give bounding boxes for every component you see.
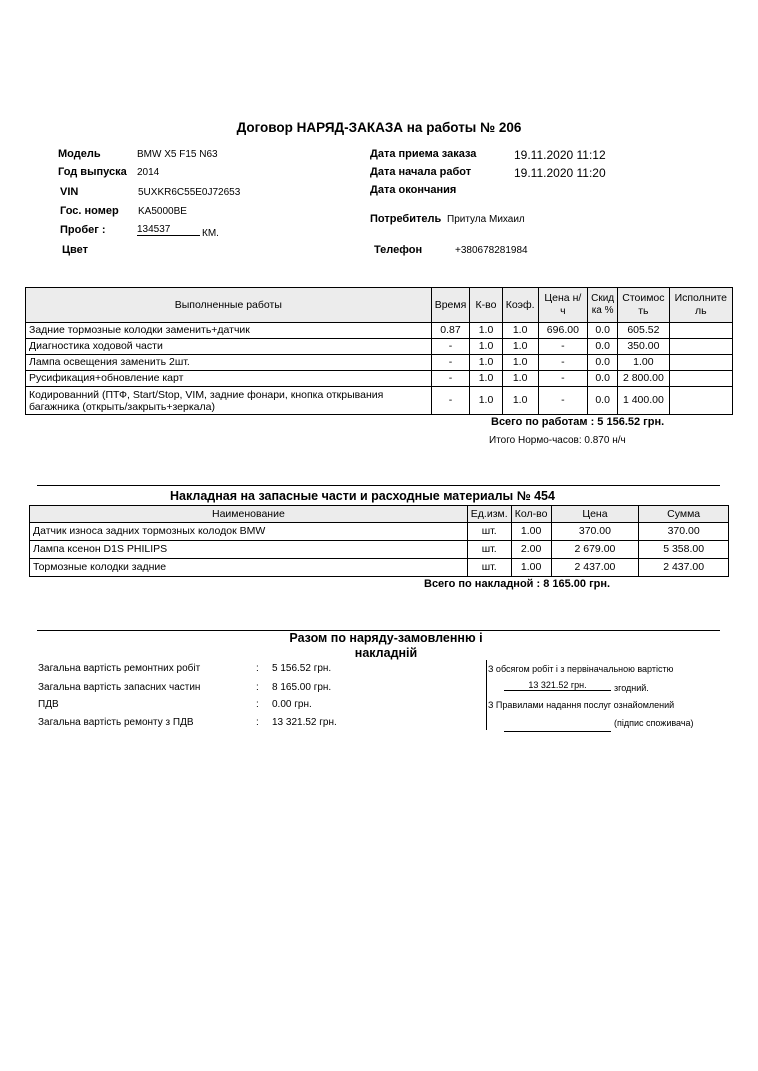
work-discount: 0.0 [588, 339, 618, 355]
summary-vat-value: 0.00 грн. [272, 699, 312, 710]
phone-label: Телефон [374, 244, 423, 256]
part-unit: шт. [467, 541, 511, 559]
plate-value: KA5000BE [138, 206, 187, 217]
part-unit: шт. [467, 523, 511, 541]
work-coef: 1.0 [502, 387, 538, 415]
part-price: 2 437.00 [551, 559, 639, 577]
work-qty: 1.0 [470, 371, 502, 387]
summary-title-line1: Разом по наряду-замовленню і [289, 631, 483, 645]
work-price: 696.00 [538, 323, 587, 339]
table-row [26, 323, 733, 339]
summary-vat-label: ПДВ [38, 699, 59, 710]
work-cost: 605.52 [618, 323, 669, 339]
part-name: Тормозные колодки задние [30, 559, 468, 577]
work-price: - [538, 371, 587, 387]
work-name: Задние тормозные колодки заменить+датчик [26, 323, 432, 339]
customer-label: Потребитель [370, 213, 442, 225]
mileage-unit: КМ. [202, 228, 219, 239]
mileage-label: Пробег : [60, 224, 106, 236]
year-value: 2014 [137, 167, 160, 178]
plate-label: Гос. номер [60, 205, 119, 217]
date-received-label: Дата приема заказа [370, 148, 477, 160]
table-row [26, 371, 733, 387]
summary-works-label: Загальна вартість ремонтних робіт [38, 663, 201, 674]
works-header-executor: Исполните ль [669, 288, 732, 323]
phone-value: +380678281984 [455, 245, 528, 256]
work-time: - [431, 387, 470, 415]
model-value: BMW X5 F15 N63 [137, 149, 218, 160]
work-cost: 1 400.00 [618, 387, 669, 415]
summary-title-line2: накладній [354, 646, 418, 660]
work-name: Диагностика ходовой части [26, 339, 432, 355]
summary-total-value: 13 321.52 грн. [272, 717, 337, 728]
year-label: Год выпуска [58, 166, 127, 178]
work-cost: 1.00 [618, 355, 669, 371]
parts-header-sum: Сумма [639, 506, 729, 523]
works-header-price: Цена н/ч [538, 288, 587, 323]
work-time: - [431, 339, 470, 355]
table-row [30, 559, 729, 577]
part-qty: 2.00 [511, 541, 551, 559]
color-label: Цвет [62, 244, 89, 256]
work-qty: 1.0 [470, 355, 502, 371]
summary-vat-sep: : [256, 699, 259, 710]
summary-parts-sep: : [256, 682, 259, 693]
norm-hours-total: Итого Нормо-часов: 0.870 н/ч [489, 435, 626, 446]
model-label: Модель [58, 148, 101, 160]
works-header-cost: Стоимос ть [618, 288, 669, 323]
table-row [30, 541, 729, 559]
date-start-label: Дата начала работ [370, 166, 472, 178]
works-header-qty: К-во [470, 288, 502, 323]
part-sum: 5 358.00 [639, 541, 729, 559]
work-price: - [538, 387, 587, 415]
rules-text: З Правилами надання послуг ознайомлений [488, 700, 675, 710]
work-executor [669, 339, 732, 355]
part-name: Лампа ксенон D1S PHILIPS [30, 541, 468, 559]
works-header-discount: Скид ка % [588, 288, 618, 323]
work-executor [669, 387, 732, 415]
parts-title: Накладная на запасные части и расходные материалы № 454 [170, 489, 555, 503]
work-qty: 1.0 [470, 339, 502, 355]
works-header-name: Выполненные работы [26, 288, 432, 323]
document-title: Договор НАРЯД-ЗАКАЗА на работы № 206 [236, 120, 522, 135]
parts-header-name: Наименование [30, 506, 468, 523]
date-start-value: 19.11.2020 11:20 [514, 166, 606, 180]
summary-total-sep: : [256, 717, 259, 728]
consent-suffix: згодний. [614, 683, 649, 693]
customer-value: Притула Михаил [447, 214, 525, 225]
work-cost: 2 800.00 [618, 371, 669, 387]
work-name: Лампа освещения заменить 2шт. [26, 355, 432, 371]
signature-line [504, 731, 611, 732]
work-cost: 350.00 [618, 339, 669, 355]
work-executor [669, 355, 732, 371]
works-header-row [26, 288, 733, 323]
parts-total: Всего по накладной : 8 165.00 грн. [424, 578, 611, 590]
work-qty: 1.0 [470, 323, 502, 339]
date-end-label: Дата окончания [370, 184, 457, 196]
works-table [25, 287, 733, 415]
work-discount: 0.0 [588, 371, 618, 387]
summary-parts-label: Загальна вартість запасних частин [38, 682, 201, 693]
works-header-time: Время [431, 288, 470, 323]
work-executor [669, 323, 732, 339]
table-row [30, 523, 729, 541]
date-received-value: 19.11.2020 11:12 [514, 148, 606, 162]
parts-header-price: Цена [551, 506, 639, 523]
part-qty: 1.00 [511, 523, 551, 541]
vin-value: 5UXKR6C55E0J72653 [138, 187, 241, 198]
work-price: - [538, 339, 587, 355]
part-price: 370.00 [551, 523, 639, 541]
consent-text: З обсягом робіт і з первіначальною вартістю [488, 664, 674, 674]
parts-header-qty: Кол-во [511, 506, 551, 523]
consent-divider [486, 660, 487, 730]
work-time: - [431, 355, 470, 371]
table-row [26, 387, 733, 415]
work-name: Кодированний (ПТФ, Start/Stop, VIM, задние фонари, кнопка открывания багажника (открыть/закрыть+зеркала) [26, 387, 432, 415]
work-coef: 1.0 [502, 323, 538, 339]
parts-header-unit: Ед.изм. [467, 506, 511, 523]
work-name: Русификация+обновление карт [26, 371, 432, 387]
summary-works-value: 5 156.52 грн. [272, 663, 332, 674]
work-price: - [538, 355, 587, 371]
mileage-value: 134537 [137, 224, 200, 236]
signature-caption: (підпис споживача) [614, 718, 694, 728]
summary-total-label: Загальна вартість ремонту з ПДВ [38, 717, 194, 728]
part-sum: 2 437.00 [639, 559, 729, 577]
work-coef: 1.0 [502, 339, 538, 355]
works-total: Всего по работам : 5 156.52 грн. [491, 416, 665, 428]
work-coef: 1.0 [502, 355, 538, 371]
part-unit: шт. [467, 559, 511, 577]
summary-works-sep: : [256, 663, 259, 674]
work-discount: 0.0 [588, 387, 618, 415]
work-discount: 0.0 [588, 323, 618, 339]
parts-divider [37, 485, 720, 486]
parts-table [29, 505, 729, 577]
work-discount: 0.0 [588, 355, 618, 371]
vin-label: VIN [60, 186, 79, 198]
parts-header-row [30, 506, 729, 523]
work-qty: 1.0 [470, 387, 502, 415]
consent-amount: 13 321.52 грн. [504, 680, 611, 691]
summary-parts-value: 8 165.00 грн. [272, 682, 332, 693]
work-time: 0.87 [431, 323, 470, 339]
part-sum: 370.00 [639, 523, 729, 541]
work-executor [669, 371, 732, 387]
table-row [26, 339, 733, 355]
part-price: 2 679.00 [551, 541, 639, 559]
works-header-coef: Коэф. [502, 288, 538, 323]
part-qty: 1.00 [511, 559, 551, 577]
table-row [26, 355, 733, 371]
work-coef: 1.0 [502, 371, 538, 387]
work-time: - [431, 371, 470, 387]
part-name: Датчик износа задних тормозных колодок BMW [30, 523, 468, 541]
